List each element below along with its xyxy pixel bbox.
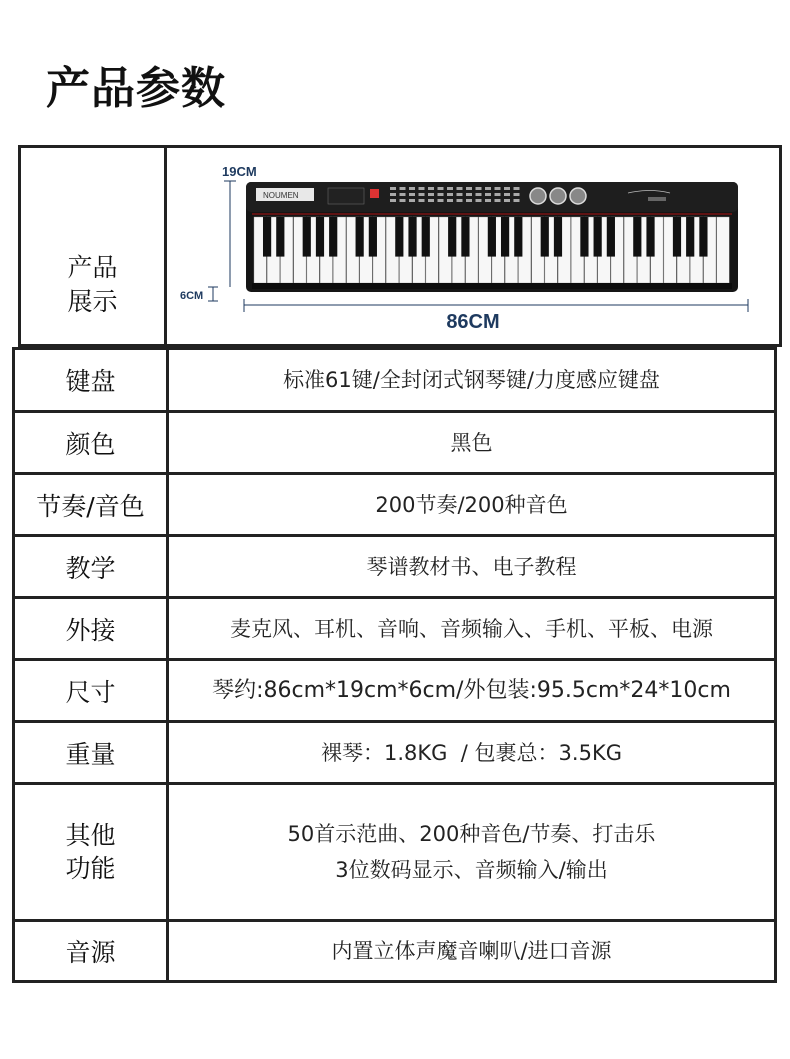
spec-row-sound-source: [15, 919, 774, 980]
brand-logo: NOUMEN: [263, 191, 299, 200]
page-title: 产品参数: [46, 63, 226, 114]
function-knob: [570, 188, 586, 204]
black-key: [329, 217, 337, 257]
panel-button: [495, 193, 501, 196]
spec-label: 音源: [15, 922, 169, 980]
spec-row-size: [15, 658, 774, 720]
spec-label: 键盘: [15, 350, 169, 410]
panel-button: [476, 193, 482, 196]
panel-button: [447, 193, 453, 196]
spec-row-keyboard: [15, 350, 774, 410]
black-key: [514, 217, 522, 257]
dimension-width-label: 86CM: [446, 311, 500, 333]
panel-button: [428, 193, 434, 196]
keyboard-product-image: [170, 155, 770, 340]
spec-row-other-functions: [15, 782, 774, 919]
panel-button: [514, 193, 520, 196]
panel-button: [514, 187, 520, 190]
panel-button: [428, 187, 434, 190]
panel-button: [457, 187, 463, 190]
black-key: [686, 217, 694, 257]
panel-button: [457, 199, 463, 202]
panel-button: [457, 193, 463, 196]
panel-button: [409, 193, 415, 196]
black-key: [673, 217, 681, 257]
panel-button: [514, 199, 520, 202]
panel-button: [495, 199, 501, 202]
panel-button: [419, 199, 425, 202]
black-key: [554, 217, 562, 257]
panel-button: [400, 199, 406, 202]
volume-knob: [530, 188, 546, 204]
dimension-height-label: 19CM: [222, 164, 257, 179]
black-key: [303, 217, 311, 257]
spec-value: [169, 785, 774, 919]
panel-button: [390, 187, 396, 190]
black-key: [633, 217, 641, 257]
spec-label: 颜色: [15, 413, 169, 472]
spec-row-external: [15, 596, 774, 658]
spec-label: 外接: [15, 599, 169, 658]
panel-button: [476, 187, 482, 190]
black-key: [607, 217, 615, 257]
spec-value: 琴谱教材书、电子教程: [366, 554, 577, 579]
spec-row-color: [15, 410, 774, 472]
panel-button: [504, 187, 510, 190]
spec-label: [15, 785, 169, 919]
panel-button: [409, 199, 415, 202]
panel-button: [400, 187, 406, 190]
black-key: [395, 217, 403, 257]
black-key: [501, 217, 509, 257]
spec-value-line2: 3位数码显示、音频输入/输出: [335, 858, 608, 882]
spec-value-line1: 50首示范曲、200种音色/节奏、打击乐: [287, 822, 656, 846]
panel-button: [504, 193, 510, 196]
power-button: [370, 189, 379, 198]
white-key: [717, 217, 729, 283]
panel-button: [485, 199, 491, 202]
spec-label-line1: 其他: [65, 821, 116, 850]
spec-label-line2: 功能: [65, 854, 116, 883]
panel-button: [447, 187, 453, 190]
spec-value: 标准61键/全封闭式钢琴键/力度感应键盘: [283, 368, 660, 392]
spec-value: 裸琴：1.8KG / 包裹总：3.5KG: [321, 740, 622, 765]
panel-button: [495, 187, 501, 190]
panel-button: [466, 199, 472, 202]
black-key: [263, 217, 271, 257]
lcd-display: [328, 188, 364, 204]
black-key: [276, 217, 284, 257]
black-key: [356, 217, 364, 257]
panel-button: [400, 193, 406, 196]
spec-value: 黑色: [450, 430, 493, 455]
panel-button: [419, 187, 425, 190]
black-key: [541, 217, 549, 257]
panel-button: [438, 199, 444, 202]
spec-label: 节奏/音色: [15, 475, 169, 534]
black-key: [594, 217, 602, 257]
spec-label: 重量: [15, 723, 169, 782]
spec-table: [12, 347, 777, 983]
black-key: [316, 217, 324, 257]
showcase-label-cell: [21, 148, 167, 344]
black-key: [580, 217, 588, 257]
spec-row-weight: [15, 720, 774, 782]
panel-button: [485, 187, 491, 190]
panel-button: [476, 199, 482, 202]
spec-label: 尺寸: [15, 661, 169, 720]
black-key: [369, 217, 377, 257]
tempo-knob: [550, 188, 566, 204]
panel-button: [466, 193, 472, 196]
black-key: [699, 217, 707, 257]
spec-value: 麦克风、耳机、音响、音频输入、手机、平板、电源: [230, 616, 713, 641]
panel-button: [409, 187, 415, 190]
showcase-label-line2: 展示: [67, 287, 118, 316]
spec-label: 教学: [15, 537, 169, 596]
spec-value: 200节奏/200种音色: [375, 492, 568, 517]
black-key: [488, 217, 496, 257]
panel-button: [390, 199, 396, 202]
black-key: [448, 217, 456, 257]
spec-value: 琴约:86cm*19cm*6cm/外包装:95.5cm*24*10cm: [212, 677, 731, 703]
panel-button: [419, 193, 425, 196]
panel-button: [504, 199, 510, 202]
panel-button: [438, 193, 444, 196]
panel-button: [428, 199, 434, 202]
spec-value: 内置立体声魔音喇叭/进口音源: [331, 939, 612, 963]
black-key: [646, 217, 654, 257]
spec-row-rhythm-tone: [15, 472, 774, 534]
panel-button: [447, 199, 453, 202]
spec-row-teaching: [15, 534, 774, 596]
panel-button: [390, 193, 396, 196]
panel-button: [438, 187, 444, 190]
dimension-depth-label: 6CM: [180, 290, 204, 302]
panel-button: [485, 193, 491, 196]
black-key: [408, 217, 416, 257]
black-key: [461, 217, 469, 257]
showcase-label-line1: 产品: [67, 253, 118, 282]
panel-button: [466, 187, 472, 190]
black-key: [422, 217, 430, 257]
